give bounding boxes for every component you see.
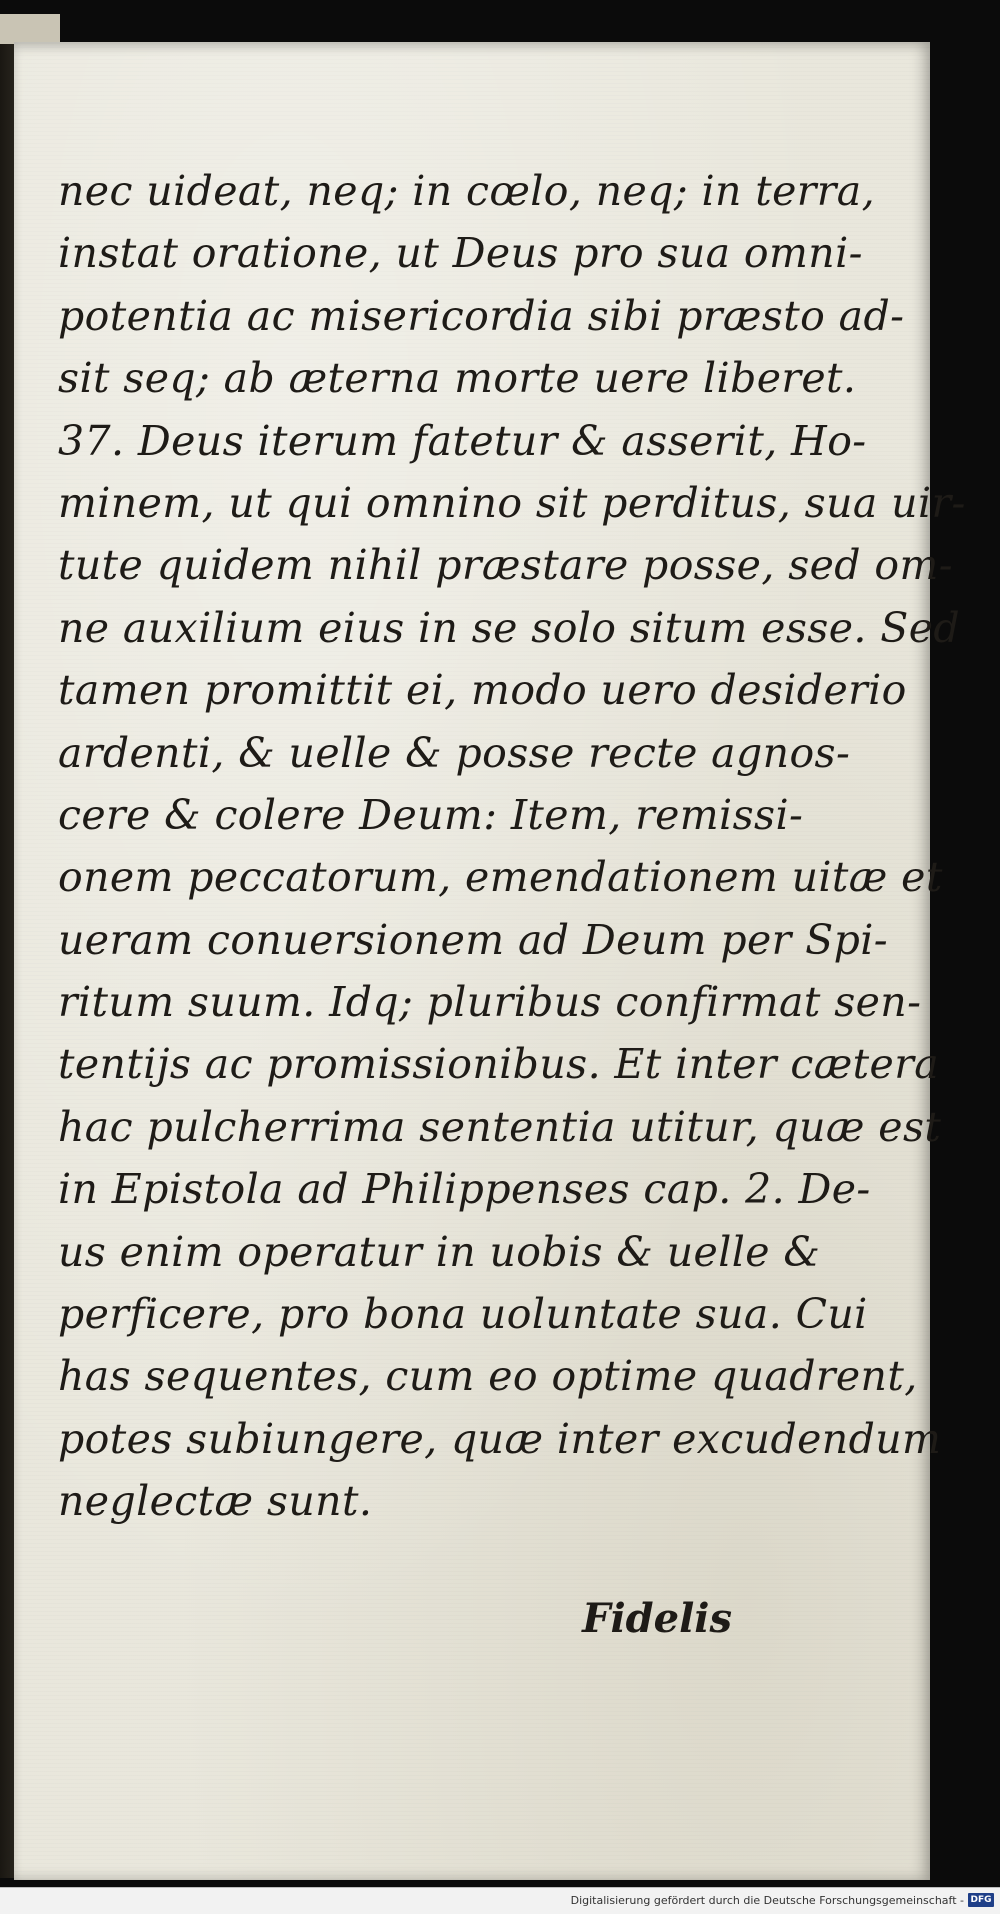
- dfg-logo-icon: DFG: [968, 1893, 994, 1907]
- book-spine-tab: [0, 14, 60, 44]
- catchword: Fidelis: [582, 1595, 732, 1642]
- text-line: tamen promittit ei, modo uero desiderio: [58, 666, 907, 715]
- funding-credit: Digitalisierung gefördert durch die Deutsche Forschungsgemeinschaft -: [570, 1894, 964, 1907]
- text-line: 37. Deus iterum fatetur & asserit, Ho-: [58, 416, 867, 465]
- text-line: nec uideat, neq; in cœlo, neq; in terra,: [58, 167, 876, 215]
- book-page: [14, 42, 966, 1880]
- text-line: instat oratione, ut Deus pro sua omni-: [58, 229, 863, 278]
- text-line: onem peccatorum, emendationem uitæ et: [58, 853, 943, 902]
- text-line: ne auxilium eius in se solo situm esse. Sed: [58, 603, 961, 652]
- text-line: us enim operatur in uobis & uelle &: [58, 1227, 821, 1276]
- text-line: in Epistola ad Philippenses cap. 2. De-: [58, 1165, 871, 1214]
- text-line: potes subiungere, quæ inter excudendum: [58, 1414, 942, 1463]
- digitization-footer: [0, 1887, 1000, 1914]
- text-line: minem, ut qui omnino sit perditus, sua uir-: [58, 478, 966, 527]
- text-line: sit seq; ab æterna morte uere liberet.: [58, 354, 857, 403]
- text-line: ritum suum. Idq; pluribus confirmat sen-: [58, 978, 922, 1027]
- page-text-block: [58, 160, 966, 1533]
- text-line: neglectæ sunt.: [58, 1477, 373, 1526]
- text-line: potentia ac misericordia sibi præsto ad-: [58, 291, 905, 340]
- text-line: tute quidem nihil præstare posse, sed om-: [58, 541, 953, 590]
- text-line: tentijs ac promissionibus. Et inter cætera: [58, 1040, 940, 1089]
- text-line: ardenti, & uelle & posse recte agnos-: [58, 728, 851, 777]
- text-line: perficere, pro bona uoluntate sua. Cui: [58, 1290, 868, 1339]
- text-line: ueram conuersionem ad Deum per Spi-: [58, 915, 888, 964]
- text-line: cere & colere Deum: Item, remissi-: [58, 790, 804, 839]
- text-line: has sequentes, cum eo optime quadrent,: [58, 1352, 918, 1401]
- text-line: hac pulcherrima sententia utitur, quæ est: [58, 1102, 942, 1151]
